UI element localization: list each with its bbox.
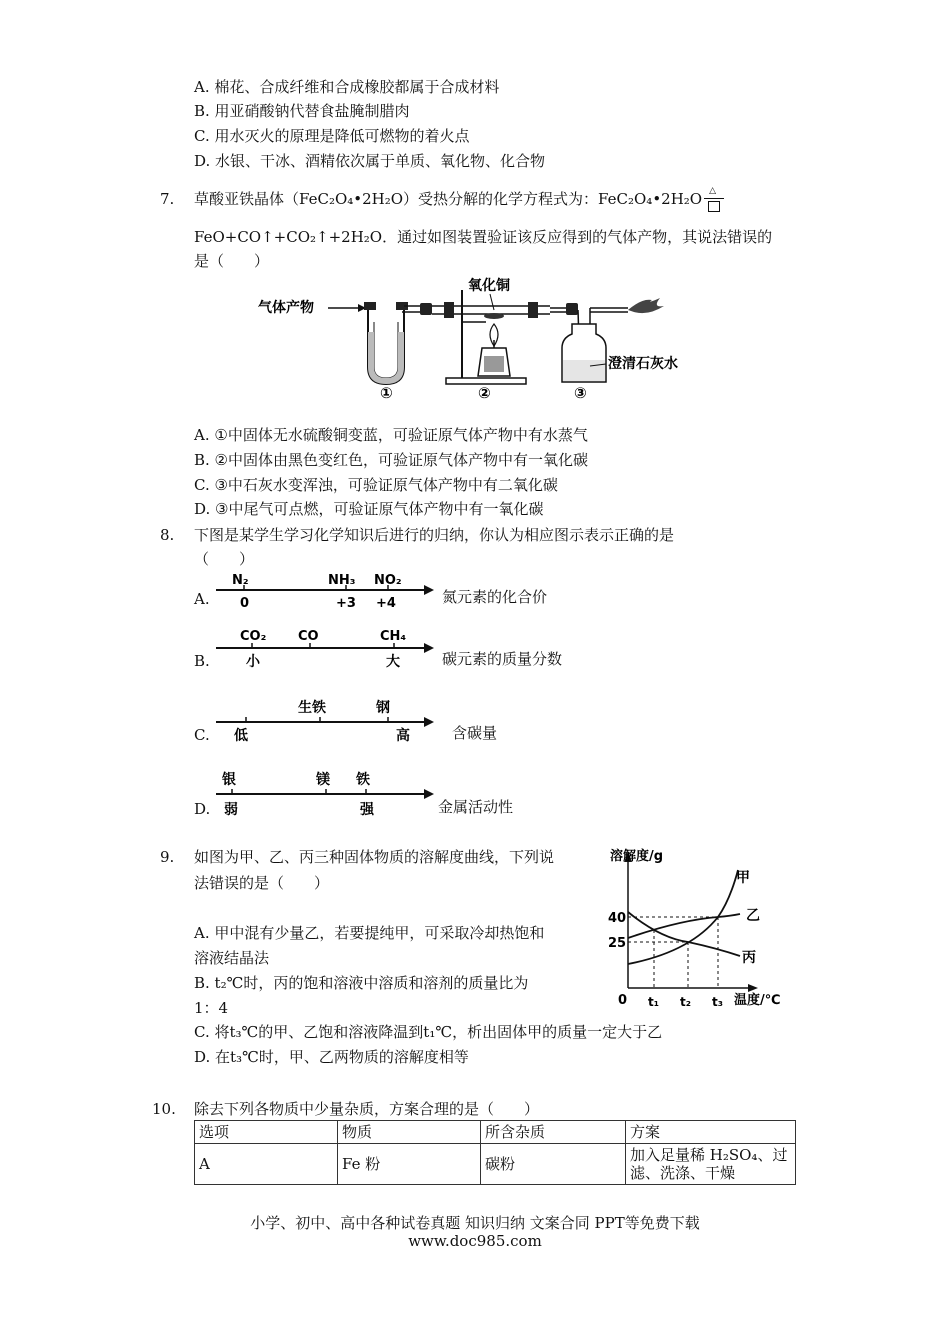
cuo-label: 氧化铜: [468, 278, 510, 294]
q8-stem-line1: 下图是某学生学习化学知识后进行的归纳，你认为相应图示表示正确的是: [194, 526, 675, 544]
footer-line1: 小学、初中、高中各种试卷真题 知识归纳 文案合同 PPT等免费下载: [250, 1214, 700, 1232]
q9-label-jia: 甲: [736, 870, 750, 886]
q9-label-yi: 乙: [746, 908, 760, 924]
q9-y40: 40: [608, 911, 627, 926]
q6-option-c: C. 用水灭火的原理是降低可燃物的着火点: [194, 127, 470, 145]
q9-t1: t₁: [648, 995, 659, 1009]
q9-option-d: D. 在t₃℃时，甲、乙两物质的溶解度相等: [194, 1048, 469, 1066]
label-1: ①: [380, 384, 393, 402]
table-row: [195, 1144, 796, 1185]
table-header-cell: 物质: [338, 1121, 481, 1144]
q8-row-d-axis: [216, 768, 438, 818]
q9-y25: 25: [608, 936, 627, 951]
q6-option-d: D. 水银、干冰、酒精依次属于单质、氧化物、化合物: [194, 152, 546, 170]
q8-row-a-letter: A.: [194, 590, 210, 608]
q10-table: [194, 1120, 796, 1185]
q7-stem-line1: 草酸亚铁晶体（FeC₂O₄•2H₂O）受热分解的化学方程式为：FeC₂O₄•2H₂O △: [194, 190, 726, 208]
q6-option-a: A. 棉花、合成纤维和合成橡胶都属于合成材料: [194, 78, 500, 96]
q7-stem-line3: 是（ ）: [194, 252, 270, 270]
q9-stem-line1: 如图为甲、乙、丙三种固体物质的溶解度曲线，下列说: [194, 848, 555, 866]
q8-number: 8.: [160, 526, 175, 544]
q8-row-c-label: 含碳量: [452, 724, 498, 742]
q8c-bottom-1: 高: [396, 728, 410, 744]
label-2: ②: [478, 384, 491, 402]
q8c-top-1: 钢: [376, 700, 390, 716]
q8-row-d-label: 金属活动性: [438, 798, 514, 816]
table-cell: 碳粉: [481, 1144, 626, 1185]
q7-option-c: C. ③中石灰水变浑浊，可验证原气体产物中有二氧化碳: [194, 476, 558, 494]
q8a-top-1: NH₃: [328, 573, 356, 588]
q8b-top-2: CH₄: [380, 629, 407, 644]
q8-row-b-letter: B.: [194, 652, 210, 670]
table-cell: 加入足量稀 H₂SO₄、过滤、洗涤、干燥: [626, 1144, 796, 1185]
q8a-bottom-1: +3: [336, 596, 356, 611]
q10-stem: 除去下列各物质中少量杂质，方案合理的是（ ）: [194, 1100, 540, 1118]
footer-url[interactable]: www.doc985.com: [408, 1232, 542, 1250]
q8-row-a-axis: [216, 570, 438, 612]
q6-option-b: B. 用亚硝酸钠代替食盐腌制腊肉: [194, 102, 410, 120]
q8b-top-0: CO₂: [240, 629, 267, 644]
q9-option-a-line2: 溶液结晶法: [194, 949, 270, 967]
q9-t3: t₃: [712, 995, 723, 1009]
q7-option-d: D. ③中尾气可点燃，可验证原气体产物中有一氧化碳: [194, 500, 544, 518]
q8c-top-0: 生铁: [298, 700, 326, 716]
gas-label: 气体产物: [258, 300, 314, 316]
q8-row-a-label: 氮元素的化合价: [442, 588, 548, 606]
q8b-bottom-0: 小: [246, 654, 260, 670]
q9-number: 9.: [160, 848, 175, 866]
table-header-cell: 方案: [626, 1121, 796, 1144]
q9-label-bing: 丙: [742, 950, 756, 966]
q9-xlabel: 温度/℃: [734, 993, 781, 1008]
q8d-bottom-0: 弱: [224, 802, 238, 818]
heat-arrow: △: [702, 190, 726, 208]
q8d-top-2: 铁: [356, 772, 370, 788]
q9-solubility-chart: [600, 842, 800, 1012]
q8a-top-2: NO₂: [374, 573, 402, 588]
q9-ylabel: 溶解度/g: [610, 849, 664, 864]
table-header-row: [195, 1121, 796, 1144]
q7-apparatus-figure: [250, 272, 690, 402]
q8d-bottom-1: 强: [360, 802, 374, 818]
q7-number: 7.: [160, 190, 175, 208]
table-cell: A: [195, 1144, 338, 1185]
q10-number: 10.: [152, 1100, 176, 1118]
q8-row-b-label: 碳元素的质量分数: [442, 650, 563, 668]
q7-option-a: A. ①中固体无水硫酸铜变蓝，可验证原气体产物中有水蒸气: [194, 426, 588, 444]
q7-option-b: B. ②中固体由黑色变红色，可验证原气体产物中有一氧化碳: [194, 451, 589, 469]
q8c-bottom-0: 低: [234, 728, 248, 744]
q8b-top-1: CO: [298, 629, 319, 644]
q8a-top-0: N₂: [232, 573, 249, 588]
q8-stem-line2: （ ）: [194, 550, 255, 568]
label-3: ③: [574, 384, 587, 402]
q8d-top-0: 银: [222, 772, 236, 788]
q8-row-d-letter: D.: [194, 800, 211, 818]
q9-option-c: C. 将t₃℃的甲、乙饱和溶液降温到t₁℃，析出固体甲的质量一定大于乙: [194, 1023, 663, 1041]
q8a-bottom-0: 0: [240, 596, 250, 611]
q8d-top-1: 镁: [316, 772, 330, 788]
q7-stem-line2: FeO+CO↑+CO₂↑+2H₂O．通过如图装置验证该反应得到的气体产物，其说法错误的: [194, 228, 773, 246]
q9-option-b-line2: 1：4: [194, 999, 229, 1017]
q9-curve-yi: [628, 914, 740, 938]
table-header-cell: 所含杂质: [481, 1121, 626, 1144]
q8-row-b-axis: [216, 624, 438, 670]
q9-option-b-line1: B. t₂℃时，丙的饱和溶液中溶质和溶剂的质量比为: [194, 974, 529, 992]
q8-row-c-letter: C.: [194, 726, 210, 744]
q8a-bottom-2: +4: [376, 596, 396, 611]
limewater-label: 澄清石灰水: [608, 356, 678, 372]
q8-row-c-axis: [216, 696, 438, 744]
q8b-bottom-1: 大: [386, 654, 400, 670]
q9-option-a-line1: A. 甲中混有少量乙，若要提纯甲，可采取冷却热饱和: [194, 924, 545, 942]
q9-curve-bing: [628, 912, 740, 956]
q9-origin: 0: [618, 993, 628, 1008]
q9-t2: t₂: [680, 995, 691, 1009]
table-header-cell: 选项: [195, 1121, 338, 1144]
table-cell: Fe 粉: [338, 1144, 481, 1185]
q9-stem-line2: 法错误的是（ ）: [194, 874, 330, 892]
